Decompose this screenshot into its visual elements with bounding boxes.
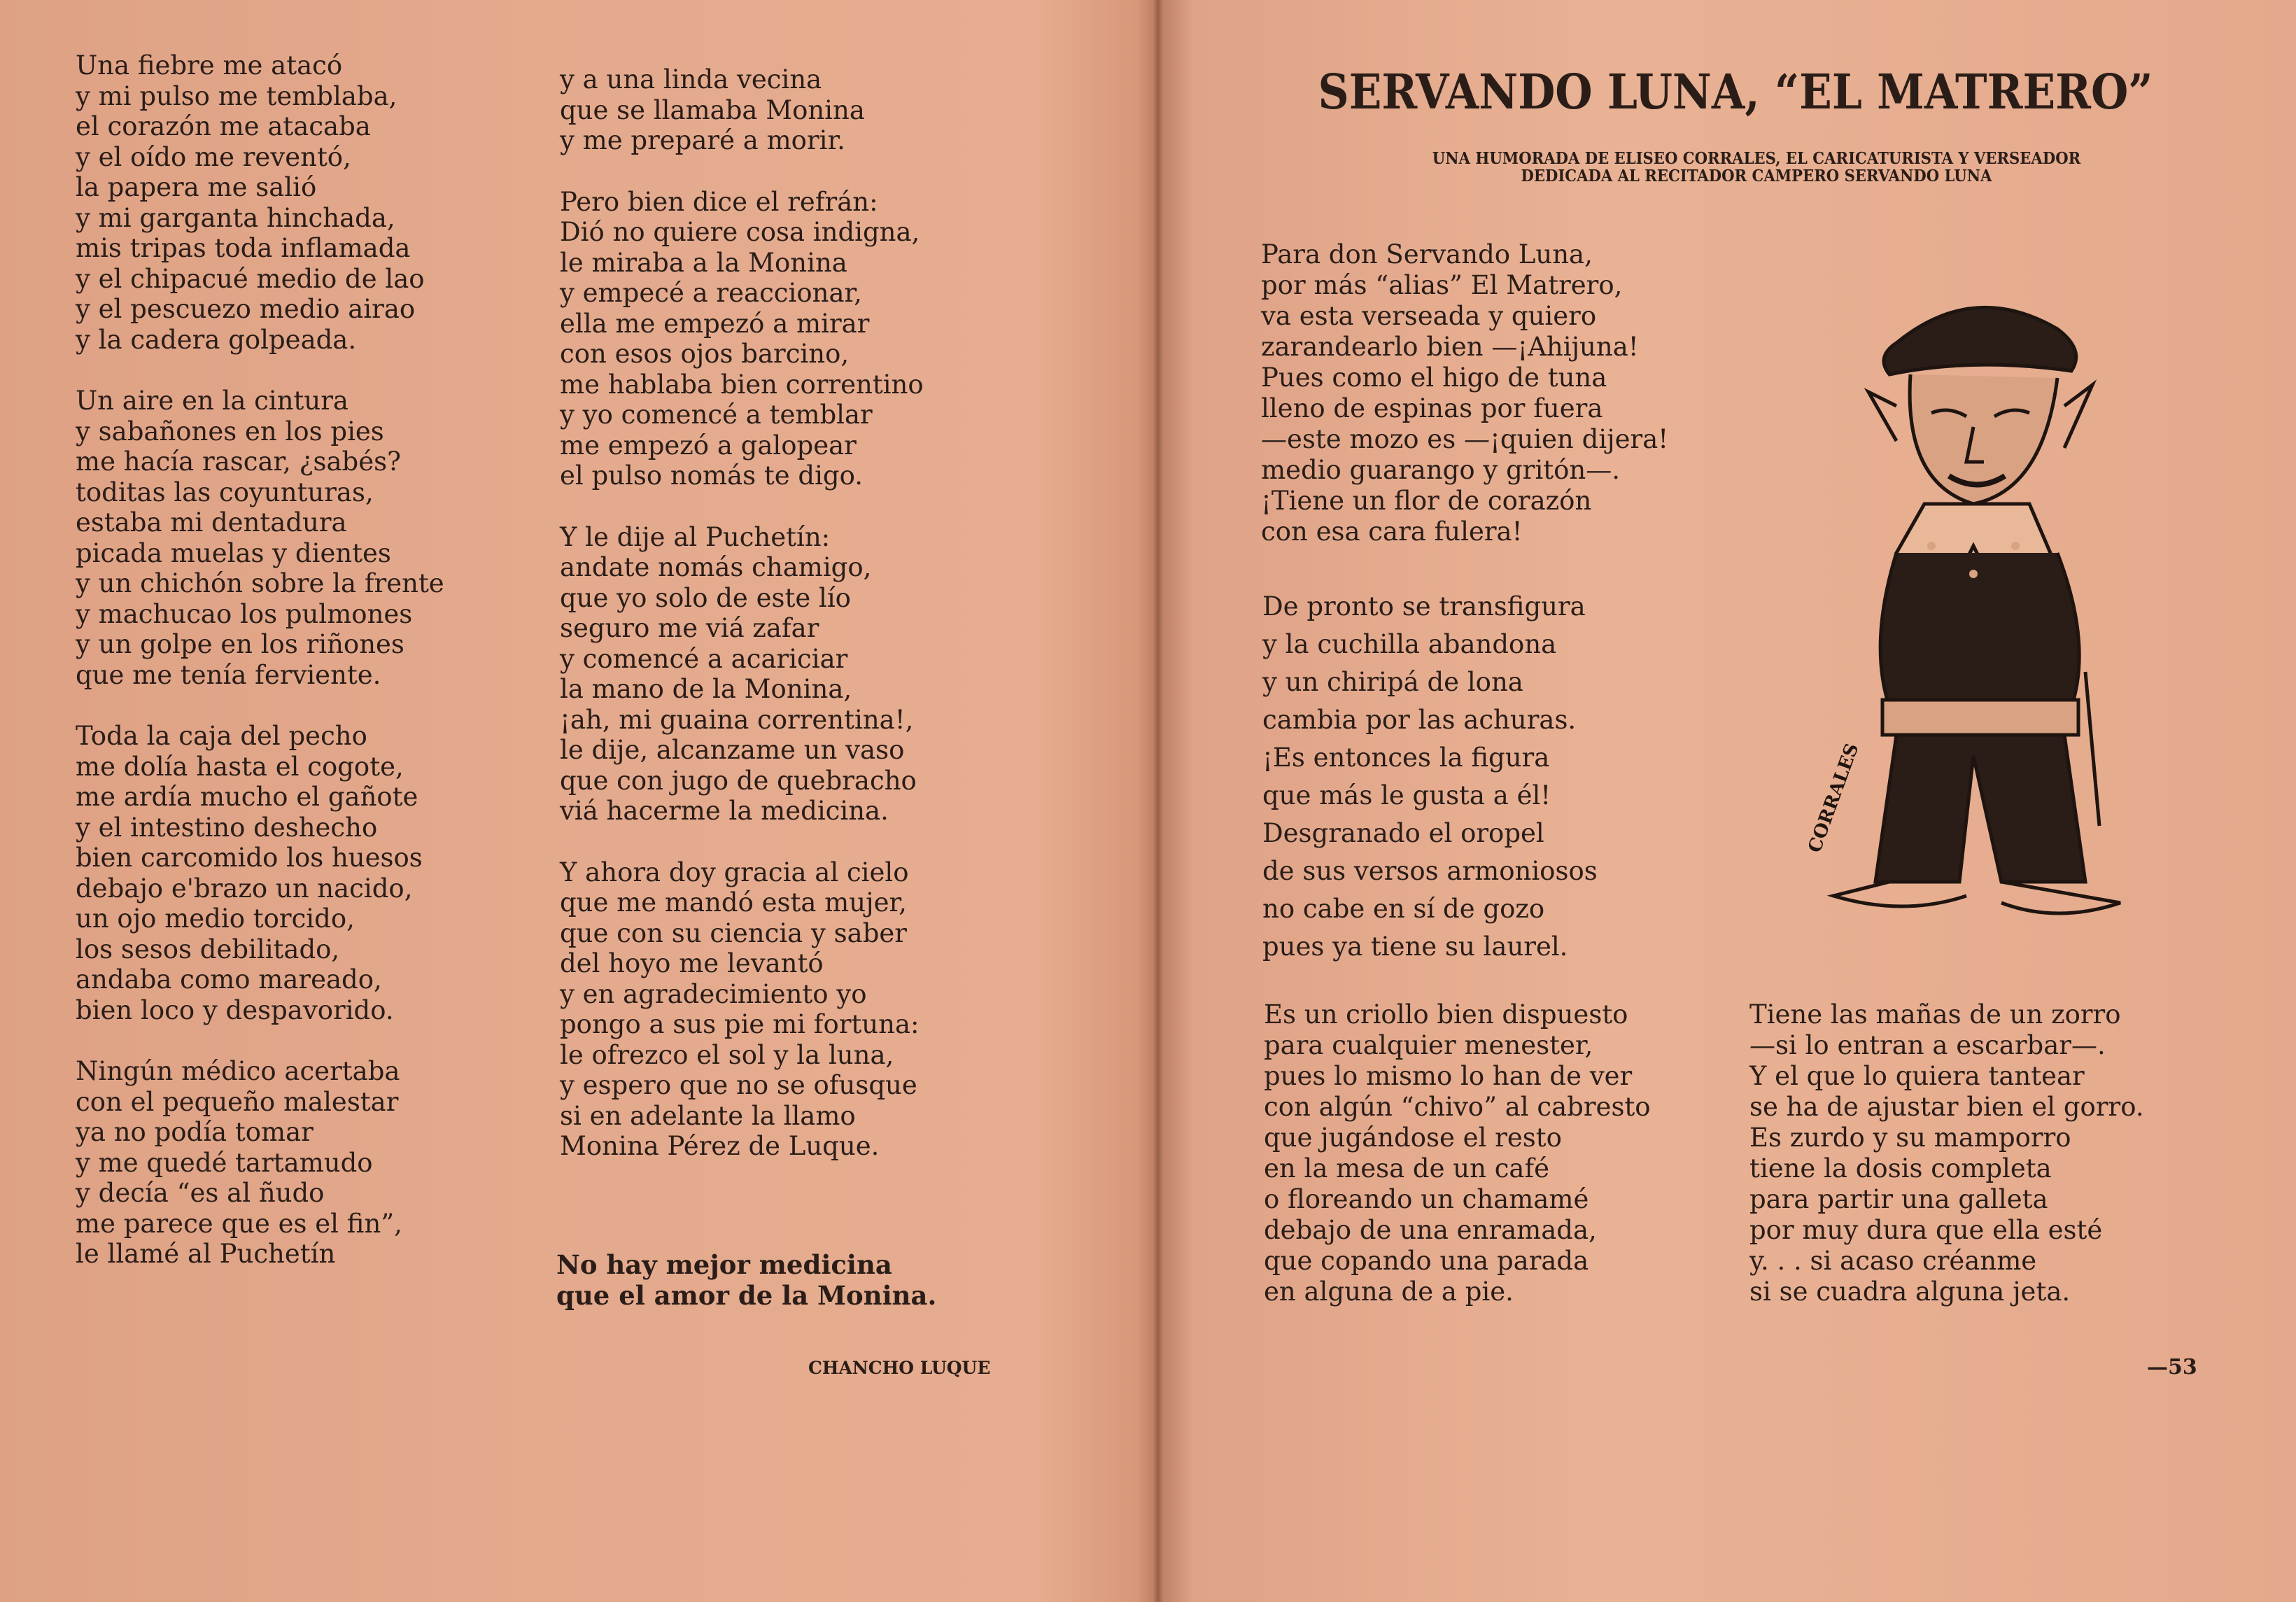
- stanza: [1264, 999, 1651, 1307]
- stanza-1: [1261, 239, 1668, 578]
- caricature-illustration: [1791, 252, 2162, 938]
- verse-line: seguro me viá zafar: [560, 613, 819, 643]
- verse-line: y comencé a acariciar: [560, 643, 848, 674]
- verse-line: va esta verseada y quiero: [1261, 301, 1597, 331]
- verse-line: y un chichón sobre la frente: [76, 568, 444, 598]
- verse-line: y sabañones en los pies: [76, 416, 384, 447]
- verse-line: con esos ojos barcino,: [560, 339, 850, 369]
- verse-line: un ojo medio torcido,: [76, 904, 355, 934]
- verse-line: ¡Es entonces la figura: [1262, 743, 1550, 773]
- verse-line: Un aire en la cintura: [76, 386, 348, 416]
- verse-line: si en adelante la llamo: [560, 1100, 856, 1131]
- verse-line: ¡ah, mi guaina correntina!,: [560, 704, 914, 735]
- stanza: [76, 1056, 444, 1270]
- stanza-3: [1264, 999, 1651, 1338]
- verse-line: Para don Servando Luna,: [1261, 239, 1593, 269]
- verse-line: medio guarango y gritón—.: [1261, 455, 1621, 485]
- verse-line: y un chiripá de lona: [1262, 667, 1523, 697]
- left-column-1: [76, 50, 444, 1300]
- stanza: [560, 187, 924, 491]
- verse-line: Dió no quiere cosa indigna,: [560, 217, 920, 247]
- verse-line: Desgranado el oropel: [1262, 818, 1544, 848]
- verse-line: cambia por las achuras.: [1262, 705, 1577, 735]
- verse-line: y mi pulso me temblaba,: [76, 80, 397, 111]
- verse-line: por más “alias” El Matrero,: [1261, 270, 1623, 300]
- verse-line: debajo e'brazo un nacido,: [76, 873, 413, 904]
- verse-line: tiene la dosis completa: [1749, 1153, 2052, 1183]
- verse-line: que el amor de la Monina.: [556, 1279, 937, 1311]
- verse-line: la papera me salió: [76, 172, 317, 202]
- verse-line: se ha de ajustar bien el gorro.: [1749, 1092, 2144, 1122]
- verse-line: me empezó a galopear: [560, 430, 857, 461]
- verse-line: zarandearlo bien —¡Ahijuna!: [1261, 332, 1639, 362]
- verse-line: con el pequeño malestar: [76, 1086, 399, 1117]
- verse-line: la mano de la Monina,: [560, 674, 852, 704]
- verse-line: debajo de una enramada,: [1264, 1215, 1597, 1245]
- verse-line: me ardía mucho el gañote: [76, 782, 418, 812]
- verse-line: que se llamaba Monina: [560, 94, 865, 125]
- verse-line: y el oído me reventó,: [76, 141, 351, 172]
- stanza: [560, 522, 924, 827]
- verse-line: que con su ciencia y saber: [560, 918, 907, 948]
- verse-line: y espero que no se ofusque: [560, 1070, 917, 1100]
- verse-line: ya no podía tomar: [76, 1117, 314, 1147]
- verse-line: mis tripas toda inflamada: [76, 233, 411, 263]
- verse-line: si se cuadra alguna jeta.: [1749, 1277, 2071, 1307]
- verse-line: no cabe en sí de gozo: [1262, 894, 1545, 924]
- verse-line: andaba como mareado,: [76, 964, 382, 995]
- verse-line: con esa cara fulera!: [1261, 517, 1523, 547]
- verse-line: y la cadera golpeada.: [76, 324, 357, 355]
- verse-line: le dije, alcanzame un vaso: [560, 735, 905, 765]
- verse-line: ¡Tiene un flor de corazón: [1261, 486, 1592, 516]
- verse-line: por muy dura que ella esté: [1749, 1215, 2103, 1245]
- verse-line: toditas las coyunturas,: [76, 477, 374, 507]
- stanza: [1261, 239, 1668, 547]
- subtitle: [1338, 150, 2175, 185]
- closing-couplet: [556, 1250, 936, 1342]
- verse-line: y machucao los pulmones: [76, 598, 413, 629]
- verse-line: que me tenía ferviente.: [76, 659, 381, 690]
- verse-line: y mi garganta hinchada,: [76, 202, 395, 233]
- verse-line: lleno de espinas por fuera: [1261, 393, 1603, 423]
- verse-line: y me preparé a morir.: [560, 125, 845, 155]
- stanza: [1262, 588, 1598, 966]
- verse-line: pongo a sus pie mi fortuna:: [560, 1009, 920, 1039]
- verse-line: que jugándose el resto: [1264, 1123, 1562, 1153]
- verse-line: Tiene las mañas de un zorro: [1749, 999, 2121, 1030]
- verse-line: que más le gusta a él!: [1262, 780, 1551, 810]
- verse-line: y el chipacué medio de lao: [76, 263, 425, 294]
- verse-line: picada muelas y dientes: [76, 537, 391, 568]
- verse-line: bien loco y despavorido.: [76, 995, 394, 1025]
- page-number: —53: [2147, 1355, 2197, 1379]
- verse-line: estaba mi dentadura: [76, 507, 347, 537]
- verse-line: del hoyo me levantó: [560, 948, 824, 978]
- verse-line: o floreando un chamamé: [1264, 1184, 1589, 1214]
- stanza: [76, 50, 444, 355]
- illustrator-signature: CORRALES: [1804, 740, 1864, 856]
- verse-line: me hacía rascar, ¿sabés?: [76, 447, 401, 477]
- verse-line: Pero bien dice el refrán:: [560, 186, 878, 217]
- verse-line: pues lo mismo lo han de ver: [1264, 1061, 1633, 1091]
- verse-line: Y el que lo quiera tantear: [1749, 1061, 2085, 1091]
- verse-line: Pues como el higo de tuna: [1261, 363, 1607, 393]
- verse-line: Es zurdo y su mamporro: [1749, 1123, 2071, 1153]
- verse-line: —si lo entran a escarbar—.: [1749, 1030, 2106, 1060]
- verse-line: el corazón me atacaba: [76, 111, 371, 141]
- verse-line: Y ahora doy gracia al cielo: [560, 857, 909, 887]
- verse-line: y el pescuezo medio airao: [76, 294, 416, 324]
- verse-line: De pronto se transfigura: [1262, 591, 1586, 621]
- verse-line: y decía “es al ñudo: [76, 1178, 325, 1208]
- verse-line: y en agradecimiento yo: [560, 978, 867, 1009]
- verse-line: le llamé al Puchetín: [76, 1239, 336, 1269]
- verse-line: que con jugo de quebracho: [560, 765, 917, 796]
- stanza-4: [1749, 999, 2144, 1338]
- subtitle-line-2: DEDICADA AL RECITADOR CAMPERO SERVANDO LUNA: [1521, 167, 1992, 185]
- verse-line: que yo solo de este lío: [560, 582, 851, 613]
- verse-line: Y le dije al Puchetín:: [560, 521, 831, 552]
- verse-line: de sus versos armoniosos: [1262, 856, 1598, 886]
- verse-line: y un golpe en los riñones: [76, 629, 404, 659]
- verse-line: Es un criollo bien dispuesto: [1264, 999, 1628, 1030]
- stanza: [76, 721, 444, 1025]
- verse-line: bien carcomido los huesos: [76, 843, 423, 873]
- subtitle-line-1: UNA HUMORADA DE ELISEO CORRALES, EL CARICATURISTA Y VERSEADOR: [1432, 149, 2081, 168]
- verse-line: le miraba a la Monina: [560, 247, 847, 278]
- verse-line: y yo comencé a temblar: [560, 400, 873, 430]
- stanza: [556, 1250, 936, 1311]
- verse-line: que copando una parada: [1264, 1246, 1589, 1276]
- verse-line: y. . . si acaso créanme: [1749, 1246, 2037, 1276]
- verse-line: viá hacerme la medicina.: [560, 796, 889, 826]
- verse-line: con algún “chivo” al cabresto: [1264, 1092, 1651, 1122]
- verse-line: y a una linda vecina: [560, 64, 822, 94]
- verse-line: me dolía hasta el cogote,: [76, 751, 404, 782]
- stanza: [560, 857, 924, 1162]
- verse-line: el pulso nomás te digo.: [560, 461, 863, 491]
- verse-line: y la cuchilla abandona: [1262, 629, 1557, 659]
- verse-line: —este mozo es —¡quien dijera!: [1261, 424, 1669, 454]
- verse-line: que me mandó esta mujer,: [560, 887, 907, 918]
- left-column-2: [560, 64, 924, 1193]
- verse-line: en alguna de a pie.: [1264, 1277, 1514, 1307]
- stanza: [76, 386, 444, 690]
- verse-line: Toda la caja del pecho: [76, 721, 367, 751]
- page-title: SERVANDO LUNA, “EL MATRERO”: [1318, 64, 2153, 120]
- verse-line: Una fiebre me atacó: [76, 50, 343, 80]
- verse-line: y el intestino deshecho: [76, 812, 378, 843]
- verse-line: le ofrezco el sol y la luna,: [560, 1039, 894, 1070]
- verse-line: ella me empezó a mirar: [560, 308, 870, 339]
- verse-line: No hay mejor medicina: [556, 1249, 892, 1280]
- stanza-2: [1262, 588, 1598, 997]
- verse-line: pues ya tiene su laurel.: [1262, 932, 1568, 962]
- verse-line: para cualquier menester,: [1264, 1030, 1593, 1060]
- author-signature: CHANCHO LUQUE: [808, 1358, 991, 1378]
- stanza: [560, 64, 924, 156]
- verse-line: los sesos debilitado,: [76, 934, 340, 964]
- stanza: [1749, 999, 2144, 1307]
- verse-line: Ningún médico acertaba: [76, 1056, 400, 1086]
- verse-line: me hablaba bien correntino: [560, 369, 924, 400]
- verse-line: me parece que es el fin”,: [76, 1208, 402, 1239]
- verse-line: andate nomás chamigo,: [560, 552, 872, 582]
- center-fold: [1153, 0, 1163, 1602]
- verse-line: para partir una galleta: [1749, 1184, 2048, 1214]
- verse-line: y me quedé tartamudo: [76, 1147, 373, 1178]
- verse-line: y empecé a reaccionar,: [560, 278, 862, 308]
- verse-line: en la mesa de un café: [1264, 1153, 1550, 1183]
- verse-line: Monina Pérez de Luque.: [560, 1131, 880, 1161]
